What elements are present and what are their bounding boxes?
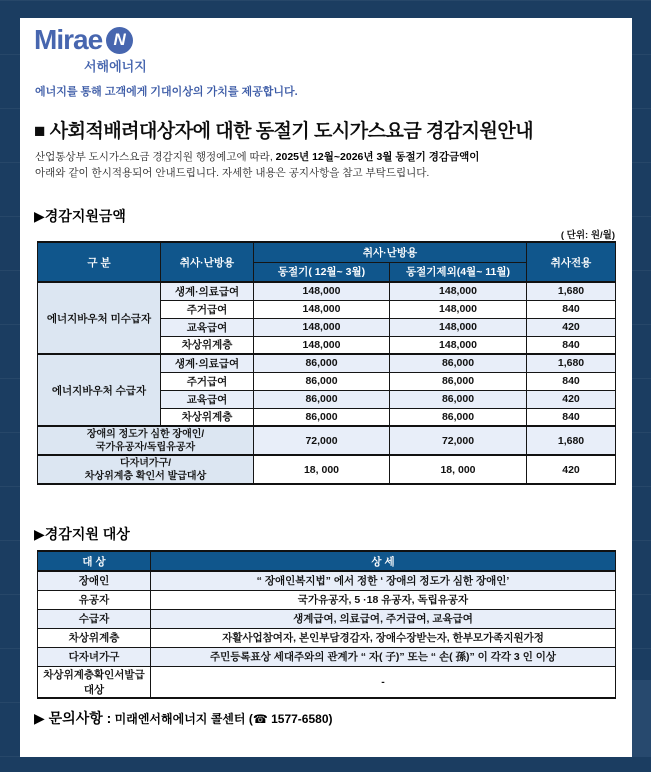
amount-cooking-cell: 420 xyxy=(527,390,616,408)
amount-winter-cell: 86,000 xyxy=(254,372,390,390)
table-row xyxy=(38,609,616,628)
support-target-table-header xyxy=(38,551,616,571)
target-cell: 유공자 xyxy=(38,590,151,609)
merged-label-line2: 국가유공자/독립유공자 xyxy=(95,441,196,453)
table-row xyxy=(38,590,616,609)
col-header-cooking-only: 취사전용 xyxy=(527,242,616,282)
amount-winter-cell: 148,000 xyxy=(254,282,390,300)
notice-document xyxy=(20,18,632,757)
detail-cell: “ 장애인복지법” 에서 정한 ‘ 장애의 정도가 심한 장애인’ xyxy=(151,571,616,590)
category-cell: 주거급여 xyxy=(161,300,254,318)
col-header-gubun: 구 분 xyxy=(38,242,161,282)
table-row xyxy=(38,666,616,698)
col-header-non-winter: 동절기제외(4월~ 11월) xyxy=(390,262,527,282)
category-cell: 차상위계층 xyxy=(161,336,254,354)
table-row xyxy=(38,628,616,647)
logo-wordmark: Mirae xyxy=(34,24,103,55)
amount-winter-cell: 148,000 xyxy=(254,318,390,336)
amount-nonwinter-cell: 148,000 xyxy=(390,336,527,354)
table-row xyxy=(38,571,616,590)
amount-nonwinter-cell: 86,000 xyxy=(390,408,527,426)
table-row xyxy=(38,282,616,300)
merged-label-line1: 다자녀가구/ xyxy=(119,457,172,469)
category-cell: 생계·의료급여 xyxy=(161,354,254,372)
footer-contact xyxy=(34,708,333,728)
amount-cooking-cell: 840 xyxy=(527,300,616,318)
amount-cooking-cell: 1,680 xyxy=(527,282,616,300)
merged-label-line1: 장애의 정도가 심한 장애인/ xyxy=(86,428,205,440)
amount-nonwinter-cell: 86,000 xyxy=(390,390,527,408)
logo-n-badge-icon: N xyxy=(106,27,133,54)
table-row xyxy=(38,455,616,484)
target-cell: 장애인 xyxy=(38,571,151,590)
col-header-detail: 상 세 xyxy=(151,551,616,571)
brand-logo xyxy=(34,24,147,75)
brand-tagline: 에너지를 통해 고객에게 기대이상의 가치를 제공합니다. xyxy=(35,86,298,98)
col-header-winter: 동절기( 12월~ 3월) xyxy=(254,262,390,282)
amount-winter-cell: 86,000 xyxy=(254,408,390,426)
footer-contact-label: ▶ 문의사항 : xyxy=(34,710,112,726)
amount-nonwinter-cell: 148,000 xyxy=(390,318,527,336)
category-cell: 교육급여 xyxy=(161,318,254,336)
amount-winter-cell: 72,000 xyxy=(254,426,390,455)
amount-cooking-cell: 1,680 xyxy=(527,426,616,455)
amount-nonwinter-cell: 86,000 xyxy=(390,372,527,390)
merged-label-cell xyxy=(38,426,254,455)
target-cell: 차상위계층 xyxy=(38,628,151,647)
amount-nonwinter-cell: 86,000 xyxy=(390,354,527,372)
amount-nonwinter-cell: 72,000 xyxy=(390,426,527,455)
category-cell: 생계·의료급여 xyxy=(161,282,254,300)
col-header-use-type: 취사·난방용 xyxy=(161,242,254,282)
unit-note: ( 단위: 원/월) xyxy=(560,230,615,241)
category-cell: 교육급여 xyxy=(161,390,254,408)
amount-winter-cell: 86,000 xyxy=(254,390,390,408)
col-header-target: 대 상 xyxy=(38,551,151,571)
amount-cooking-cell: 840 xyxy=(527,408,616,426)
target-cell: 차상위계층확인서발급대상 xyxy=(38,666,151,698)
amount-cooking-cell: 1,680 xyxy=(527,354,616,372)
amount-nonwinter-cell: 148,000 xyxy=(390,282,527,300)
logo-row xyxy=(34,24,147,56)
amount-nonwinter-cell: 148,000 xyxy=(390,300,527,318)
intro-line-1-normal: 산업통상부 도시가스요금 경감지원 행정예고에 따라, xyxy=(35,151,276,163)
notice-title: ■ 사회적배려대상자에 대한 동절기 도시가스요금 경감지원안내 xyxy=(34,121,534,142)
merged-label-line2: 차상위계층 확인서 발급대상 xyxy=(84,470,207,482)
amount-nonwinter-cell: 18, 000 xyxy=(390,455,527,484)
amount-winter-cell: 148,000 xyxy=(254,300,390,318)
amount-winter-cell: 86,000 xyxy=(254,354,390,372)
table-row xyxy=(38,354,616,372)
merged-label-cell xyxy=(38,455,254,484)
logo-subtitle: 서해에너지 xyxy=(84,59,147,74)
detail-cell: 주민등록표상 세대주와의 관계가 “ 자( 子)” 또는 “ 손( 孫)” 이 각각 3 인 이상 xyxy=(151,647,616,666)
detail-cell: - xyxy=(151,666,616,698)
detail-cell: 자활사업참여자, 본인부담경감자, 장애수장받는자, 한부모가족지원가정 xyxy=(151,628,616,647)
background-corner-block xyxy=(632,680,651,757)
notice-intro xyxy=(35,149,479,181)
detail-cell: 국가유공자, 5 ·18 유공자, 독립유공자 xyxy=(151,590,616,609)
category-cell: 차상위계층 xyxy=(161,408,254,426)
section2-heading: ▶경감지원 대상 xyxy=(34,526,130,542)
amount-cooking-cell: 420 xyxy=(527,455,616,484)
group-label-cell: 에너지바우처 미수급자 xyxy=(38,282,161,354)
category-cell: 주거급여 xyxy=(161,372,254,390)
amount-cooking-cell: 420 xyxy=(527,318,616,336)
intro-line-1 xyxy=(35,149,479,165)
group-label-cell: 에너지바우처 수급자 xyxy=(38,354,161,426)
target-cell: 다자녀가구 xyxy=(38,647,151,666)
support-amount-table xyxy=(37,241,616,485)
intro-line-1-bold: 2025년 12월~2026년 3월 동절기 경감금액이 xyxy=(275,151,480,163)
amount-winter-cell: 148,000 xyxy=(254,336,390,354)
intro-line-2: 아래와 같이 한시적용되어 안내드립니다. 자세한 내용은 공지사항을 참고 부탁드립니다. xyxy=(35,167,430,179)
amount-cooking-cell: 840 xyxy=(527,372,616,390)
section1-heading: ▶경감지원금액 xyxy=(34,208,126,224)
amount-cooking-cell: 840 xyxy=(527,336,616,354)
support-target-table xyxy=(37,550,616,699)
detail-cell: 생계급여, 의료급여, 주거급여, 교육급여 xyxy=(151,609,616,628)
footer-contact-text: 미래엔서해에너지 콜센터 (☎ 1577-6580) xyxy=(111,712,333,726)
target-cell: 수급자 xyxy=(38,609,151,628)
table-row xyxy=(38,647,616,666)
col-header-group: 취사·난방용 xyxy=(254,242,527,262)
table-row xyxy=(38,426,616,455)
support-amount-table-header xyxy=(38,242,616,282)
amount-winter-cell: 18, 000 xyxy=(254,455,390,484)
